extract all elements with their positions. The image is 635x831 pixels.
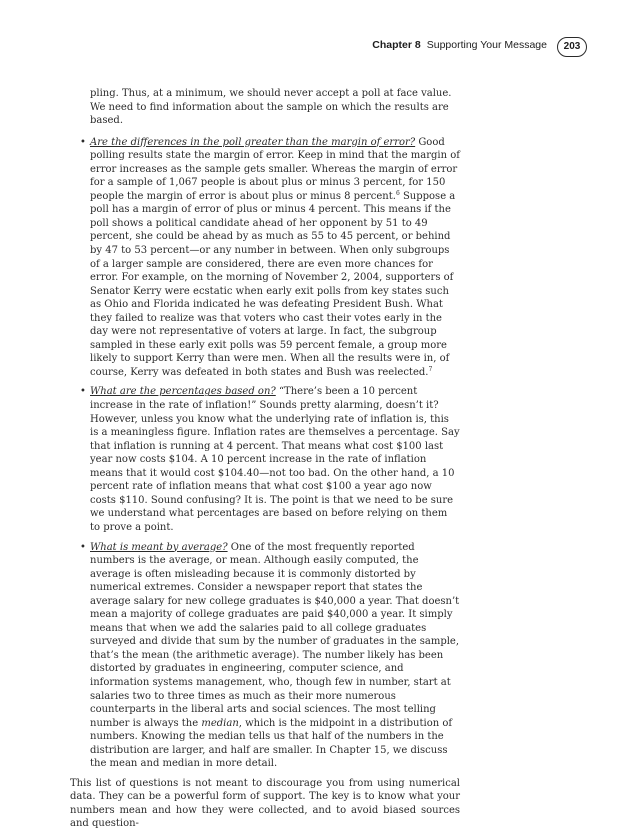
bullet-text: Suppose a poll has a margin of error of plus or minus 4 percent. This means if the poll shows a political candidate ahead of her opponent by 51 to 49 percent, she could be ahead by as much as 55 to 45 percent, or behind by 47 to 53 percent—or any number in between. When only subgroups of a larger sample are considered, there are even more chances for error. For example, on the morning of November 2, 2004, supporters of Senator Kerry were ecstatic when early exit polls from key states such as Ohio and Florida indicated he was defeating President Bush. What they failed to realize was that voters who cast their votes early in the day were not representative of voters at large. In fact, the subgroup sampled in these early exit polls was 59 percent female, a group more likely to support Kerry than were men. When all the results were in, of course, Kerry was defeated in both states and Bush was reelected. [90,190,456,378]
running-head [372,39,547,51]
page-body [70,87,460,831]
bullet-average [90,541,460,771]
bullet-lead-question: What are the percentages based on? [90,386,276,398]
bullet-paragraph [90,541,460,771]
bullet-lead-question: What is meant by average? [90,541,228,553]
bullet-text: “There’s been a 10 percent increase in the rate of inflation!” Sounds pretty alarming, doesn’t it? However, unless you know what the underlying rate of inflation is, this is a meaningless figure. Inflation rates are themselves a percentage. Say that inflation is running at 4 percent. That means what cost $100 last year now costs $104. A 10 percent increase in the rate of inflation means that it would cost $104.40—not too bad. On the other hand, a 10 percent rate of inflation means that what cost $100 a year ago now costs $110. Sound confusing? It is. The point is that we need to be sure we understand what percentages are based on before relying on them to prove a point. [90,386,460,533]
bullet-text: One of the most frequently reported numbers is the average, or mean. Although easily computed, the average is often misleading because it is commonly distorted by numerical extremes. Consider a newspaper report that states the average salary for new college graduates is $40,000 a year. That doesn’t mean a majority of college graduates are paid $40,000 a year. It simply means that when we add the salaries paid to all college graduates surveyed and divide that sum by the number of graduates in the sample, that’s the mean (the arithmetic average). The number likely has been distorted by graduates in engineering, computer science, and information systems management, who, though few in number, start at salaries two to three times as much as their more numerous counterparts in the liberal arts and social sciences. The most telling number is always the [90,541,460,729]
chapter-title: Supporting Your Message [426,39,547,51]
closing-paragraph: This list of questions is not meant to discourage you from using numerical data. They can be a powerful form of support. The key is to know what your numbers mean and how they were collected, and to avoid biased sources and question- [70,777,460,830]
footnote-ref: 6 [395,189,400,197]
page-number: 203 [557,37,587,57]
bullet-percentages [90,385,460,534]
bullet-text: , which is the midpoint in a distribution of numbers. Knowing the median tells us that half of the numbers in the distribution are larger, and half are smaller. In Chapter 15, we discuss the mean and median in more detail. [90,717,453,770]
chapter-label: Chapter 8 [372,39,421,51]
footnote-ref: 7 [428,365,433,373]
bullet-margin-of-error [90,136,460,380]
emphasized-term: median [201,717,239,729]
bullet-paragraph [90,136,460,380]
bullet-lead-question: Are the differences in the poll greater than the margin of error? [90,136,416,148]
intro-paragraph: pling. Thus, at a minimum, we should never accept a poll at face value. We need to find information about the sample on which the results are based. [90,88,452,127]
bullet-paragraph [90,385,460,534]
page-header [0,37,635,57]
bullet-text: Good polling results state the margin of error. Keep in mind that the margin of error increases as the sample gets smaller. Whereas the margin of error for a sample of 1,067 people is about plus or minus 3 percent, for 150 people the margin of error is about plus or minus 8 percent. [90,136,460,202]
